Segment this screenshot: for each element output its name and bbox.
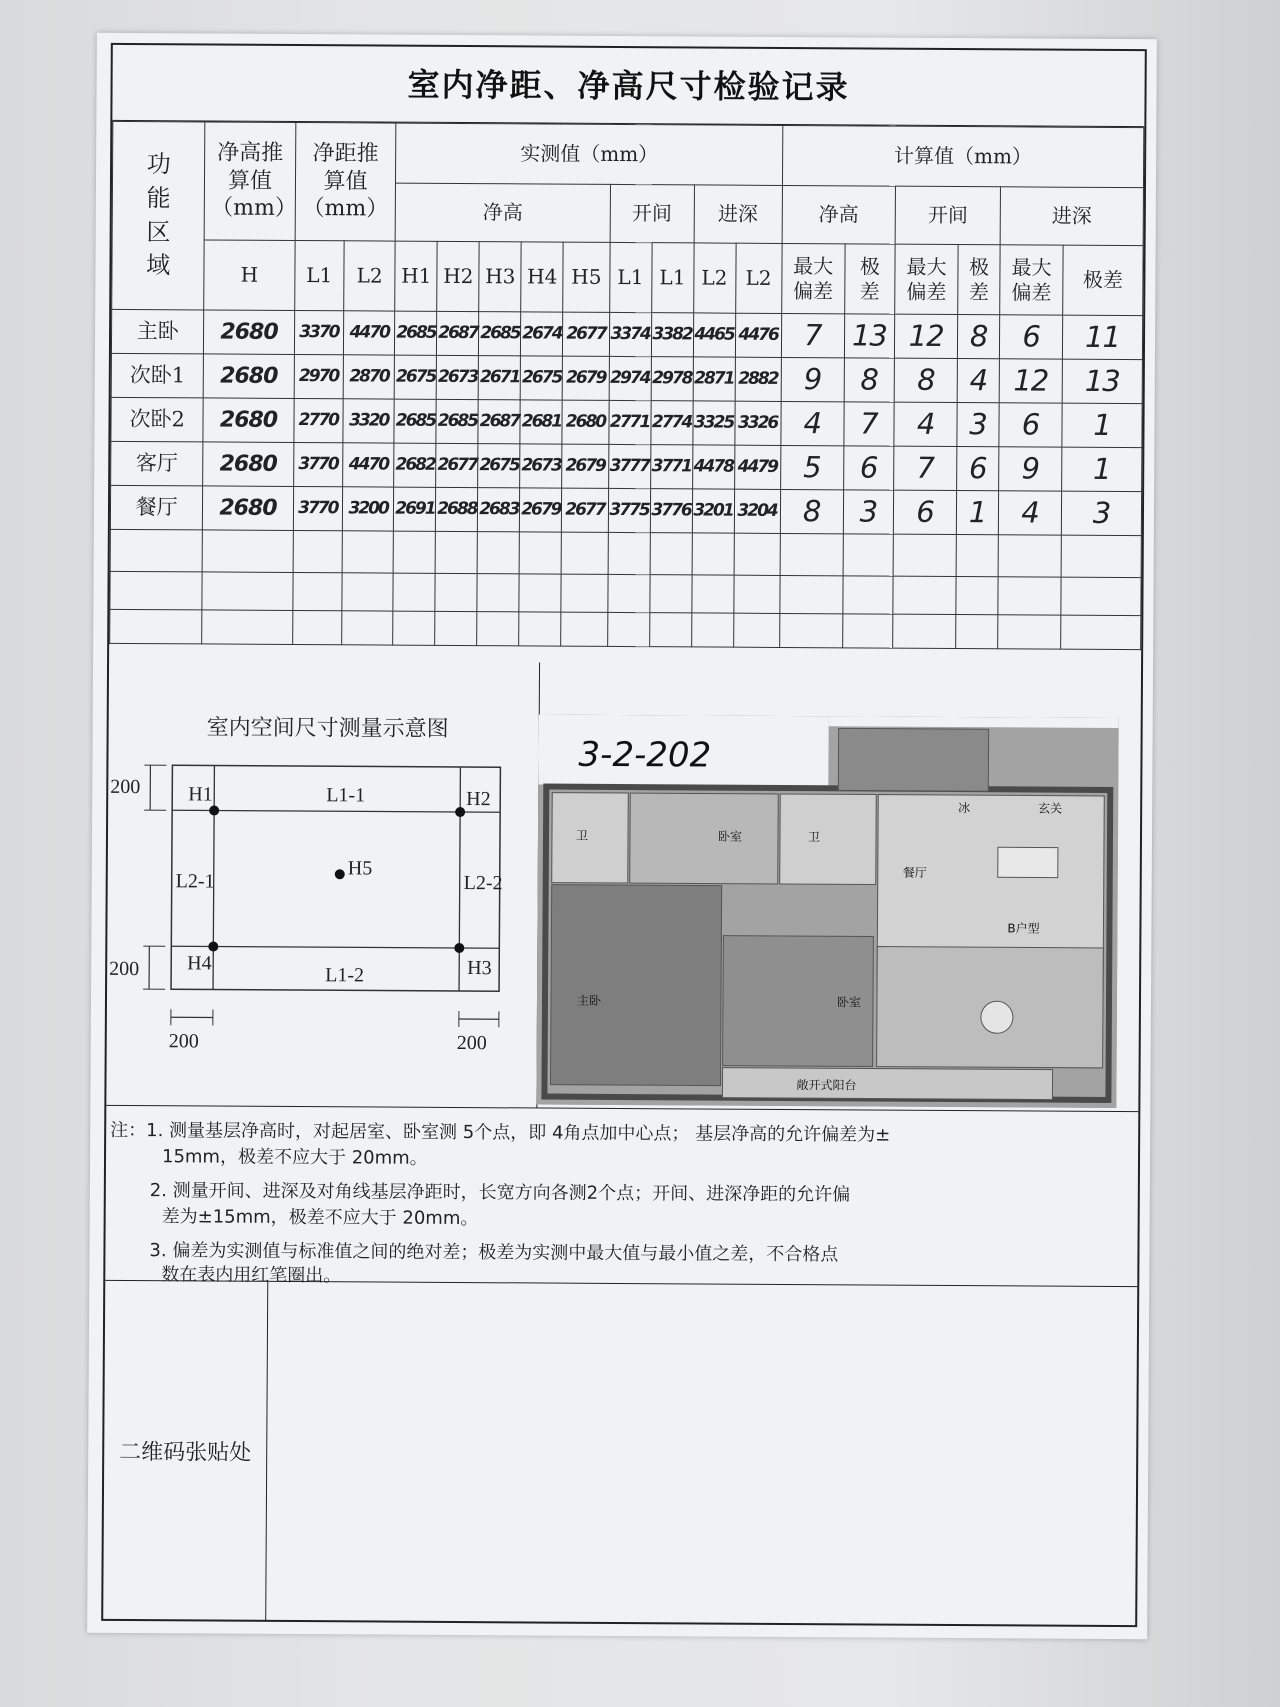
measurement-cell: 2680 [204, 354, 295, 399]
unit-number-label: 3-2-202 [578, 734, 712, 776]
measured-depth: 进深 [694, 185, 783, 244]
dim-200-left: 200 [168, 1030, 199, 1053]
calculated-cell: 7 [844, 402, 895, 446]
calculated-header: 计算值（mm） [782, 125, 1144, 187]
measured-header: 实测值（mm） [396, 123, 783, 185]
zone-cell: 次卧1 [111, 353, 204, 398]
plan-room-bath1: 卫 [575, 828, 589, 843]
measurement-cell: 2771 [608, 400, 650, 444]
calculated-cell: 3 [843, 490, 894, 534]
measurement-cell: 2680 [203, 486, 294, 531]
sub-bay-l1a: L1 [609, 242, 651, 312]
note-line: 数在表内用红笔圈出。 [161, 1264, 342, 1287]
note-line: 15mm，极差不应大于 20mm。 [161, 1146, 428, 1169]
calculated-cell: 4 [957, 359, 999, 403]
label-l1-1: L1-1 [326, 784, 366, 807]
measurement-cell: 4479 [734, 445, 780, 489]
calculated-cell: 13 [844, 314, 895, 358]
measurement-cell: 4470 [343, 311, 395, 355]
measurement-cell: 4470 [343, 443, 395, 487]
sub-max-dev: 最大偏差 [1000, 245, 1063, 315]
measurement-cell: 2679 [563, 356, 609, 400]
measurement-cell: 2882 [735, 357, 781, 401]
calc-net-height: 净高 [782, 185, 896, 244]
label-h1: H1 [188, 783, 213, 806]
table-body [110, 309, 1142, 535]
measurement-cell: 3200 [342, 487, 394, 531]
measurement-cell: 2970 [294, 354, 344, 398]
measurement-cell: 2774 [650, 401, 692, 445]
table-row [111, 309, 1142, 359]
dim-200-right: 200 [456, 1031, 487, 1055]
sub-range: 极差 [958, 245, 1000, 315]
measurement-cell: 3776 [650, 489, 692, 533]
measurement-cell: 2688 [436, 487, 478, 531]
inspection-form [101, 43, 1147, 1627]
measurement-cell: 2974 [609, 356, 651, 400]
calculated-cell: 5 [780, 445, 843, 489]
calculated-cell: 4 [781, 401, 844, 445]
measurement-cell: 4478 [692, 445, 734, 489]
point-h3 [454, 943, 464, 953]
h-est-header: 净高推算值（mm） [205, 122, 296, 241]
measurement-cell: 2680 [203, 398, 294, 443]
measurement-cell: 3325 [692, 401, 734, 445]
zone-cell: 主卧 [111, 309, 204, 354]
calculated-cell: 13 [1062, 359, 1142, 403]
paper-sheet [87, 33, 1157, 1639]
measurement-cell: 2679 [520, 488, 562, 532]
plan-room-master: 主卧 [576, 993, 602, 1008]
label-l2-1: L2-1 [175, 870, 215, 893]
calculated-cell: 8 [958, 315, 1000, 359]
sub-l1: L1 [294, 240, 344, 310]
dim-200-bottom: 200 [109, 957, 140, 981]
measurement-cell: 3770 [293, 486, 343, 530]
measurement-cell: 2671 [479, 356, 521, 400]
calculated-cell: 12 [999, 359, 1062, 403]
measurement-cell: 2675 [478, 444, 520, 488]
calculated-cell: 7 [894, 446, 957, 490]
note-line: 差为±15mm，极差不应大于 20mm。 [161, 1206, 479, 1230]
measurement-cell: 3204 [734, 489, 780, 533]
measurement-cell: 2675 [395, 355, 437, 399]
measurement-cell: 2680 [204, 310, 295, 355]
calculated-cell: 12 [895, 314, 958, 358]
point-h2 [455, 807, 465, 817]
measurement-cell: 2681 [520, 400, 562, 444]
sub-range: 极差 [844, 244, 895, 314]
sub-h4: H4 [521, 242, 563, 312]
measurement-cell: 3320 [343, 399, 395, 443]
measurement-cell: 3370 [294, 310, 344, 354]
plan-room-bedroom2: 卧室 [836, 995, 862, 1010]
measurement-cell: 2685 [395, 311, 437, 355]
l-est-header: 净距推算值（mm） [295, 122, 397, 241]
calculated-cell: 1 [956, 491, 998, 535]
measurement-cell: 2675 [521, 356, 563, 400]
zone-cell: 次卧2 [111, 397, 204, 442]
measurement-cell: 3326 [734, 401, 780, 445]
qr-code-area [103, 1280, 1137, 1626]
measurement-cell: 2677 [563, 312, 609, 356]
measurement-cell: 2685 [436, 399, 478, 443]
calculated-cell: 4 [998, 491, 1061, 535]
table-row [111, 353, 1142, 403]
measurement-cell: 2682 [394, 443, 436, 487]
measurement-cell: 3201 [692, 489, 734, 533]
calculated-cell: 1 [1062, 447, 1142, 491]
sub-max-dev: 最大偏差 [895, 244, 958, 314]
notes-section [105, 1110, 1138, 1286]
plan-room-bath2: 卫 [807, 830, 821, 845]
measurement-cell: 2677 [562, 488, 608, 532]
label-l1-2: L1-2 [325, 964, 365, 987]
measurement-cell: 2683 [478, 488, 520, 532]
measurement-table [109, 121, 1144, 650]
calculated-cell: 6 [843, 446, 894, 490]
sub-l2: L2 [344, 241, 396, 311]
zone-cell: 客厅 [111, 441, 204, 486]
zone-header: 功 能 区 域 [112, 121, 206, 310]
measurement-cell: 3771 [650, 445, 692, 489]
table-row [110, 485, 1141, 535]
empty-row [110, 609, 1141, 649]
calculated-cell: 7 [781, 313, 844, 357]
qr-label: 二维码张贴处 [103, 1281, 268, 1621]
measurement-cell: 2687 [478, 400, 520, 444]
label-h2: H2 [466, 788, 491, 811]
sub-depth-l2a: L2 [693, 243, 735, 313]
measured-bay: 开间 [610, 184, 694, 243]
measurement-cell: 2870 [343, 355, 395, 399]
measurement-cell: 2680 [203, 442, 294, 487]
measurement-cell: 3770 [293, 442, 343, 486]
measurement-cell: 2673 [437, 355, 479, 399]
calculated-cell: 8 [844, 358, 895, 402]
measurement-cell: 3374 [609, 312, 651, 356]
sub-range: 极差 [1063, 245, 1143, 315]
calculated-cell: 6 [999, 315, 1062, 359]
measurement-cell: 4476 [735, 313, 781, 357]
sub-h1: H1 [395, 241, 437, 311]
measurement-diagram [109, 755, 531, 1068]
sub-h3: H3 [479, 242, 521, 312]
sub-max-dev: 最大偏差 [781, 243, 844, 313]
plan-room-balcony: 敞开式阳台 [796, 1078, 857, 1093]
measurement-cell: 2687 [437, 311, 479, 355]
label-h4: H4 [187, 952, 212, 975]
note-line: 3. 偏差为实测值与标准值之间的绝对差；极差为实测中最大值与最小值之差，不合格点 [149, 1240, 839, 1266]
diagram-section [106, 660, 1141, 1112]
calculated-cell: 9 [999, 447, 1062, 491]
measurement-cell: 2680 [562, 400, 608, 444]
point-h5 [335, 869, 345, 879]
label-h3: H3 [467, 957, 492, 980]
plan-room-type: B户型 [1007, 921, 1040, 936]
label-h5: H5 [347, 857, 373, 880]
measurement-cell: 2673 [520, 444, 562, 488]
calculated-cell: 6 [893, 490, 956, 534]
measurement-cell: 2679 [562, 444, 608, 488]
sub-h: H [204, 240, 295, 311]
measurement-cell: 2770 [294, 398, 344, 442]
empty-row [110, 529, 1141, 577]
floor-plan-image [536, 714, 1118, 1108]
measurement-cell: 2685 [394, 399, 436, 443]
measurement-cell: 3777 [608, 444, 650, 488]
sub-depth-l2b: L2 [735, 243, 782, 313]
plan-room-fridge: 冰 [958, 801, 971, 816]
sub-h2: H2 [437, 241, 479, 311]
sub-h5: H5 [563, 242, 610, 312]
plan-room-bedroom: 卧室 [717, 829, 743, 844]
calculated-cell: 9 [781, 357, 844, 401]
measurement-cell: 2871 [693, 357, 735, 401]
empty-row [110, 571, 1141, 615]
measurement-cell: 2677 [436, 443, 478, 487]
measured-net-height: 净高 [396, 183, 610, 242]
measurement-cell: 4465 [693, 313, 735, 357]
calculated-cell: 4 [894, 402, 957, 446]
calc-bay: 开间 [895, 186, 1000, 245]
zone-cell: 餐厅 [110, 485, 203, 530]
measurement-cell: 2685 [479, 312, 521, 356]
calculated-cell: 8 [780, 489, 843, 533]
table-row [111, 441, 1142, 491]
note-line: 2. 测量开间、进深及对角线基层净距时，长宽方向各测2个点；开间、进深净距的允许偏 [149, 1180, 851, 1206]
dim-200-top: 200 [110, 775, 141, 799]
point-h4 [208, 941, 218, 951]
measurement-cell: 2674 [521, 312, 563, 356]
measurement-cell: 3775 [608, 488, 650, 532]
plan-room-foyer: 玄关 [1038, 801, 1063, 816]
calculated-cell: 11 [1062, 315, 1142, 359]
calc-depth: 进深 [1000, 187, 1143, 246]
measurement-cell: 2691 [394, 487, 436, 531]
form-title: 室内净距、净高尺寸检验记录 [112, 45, 1144, 127]
measurement-cell: 2978 [651, 357, 693, 401]
sub-bay-l1b: L1 [651, 243, 693, 313]
calculated-cell: 1 [1062, 403, 1142, 447]
point-h1 [209, 805, 219, 815]
calculated-cell: 8 [894, 358, 957, 402]
note-line: 注：1. 测量基层净高时，对起居室、卧室测 5个点，即 4角点加中心点； 基层净高的允许偏差为± [110, 1119, 891, 1146]
measurement-cell: 3382 [651, 313, 693, 357]
calculated-cell: 6 [999, 403, 1062, 447]
diagram-title: 室内空间尺寸测量示意图 [206, 715, 449, 742]
calculated-cell: 6 [957, 447, 999, 491]
table-row [111, 397, 1142, 447]
calculated-cell: 3 [1061, 491, 1141, 535]
calculated-cell: 3 [957, 403, 999, 447]
plan-room-dining: 餐厅 [902, 865, 927, 880]
label-l2-2: L2-2 [463, 872, 503, 895]
